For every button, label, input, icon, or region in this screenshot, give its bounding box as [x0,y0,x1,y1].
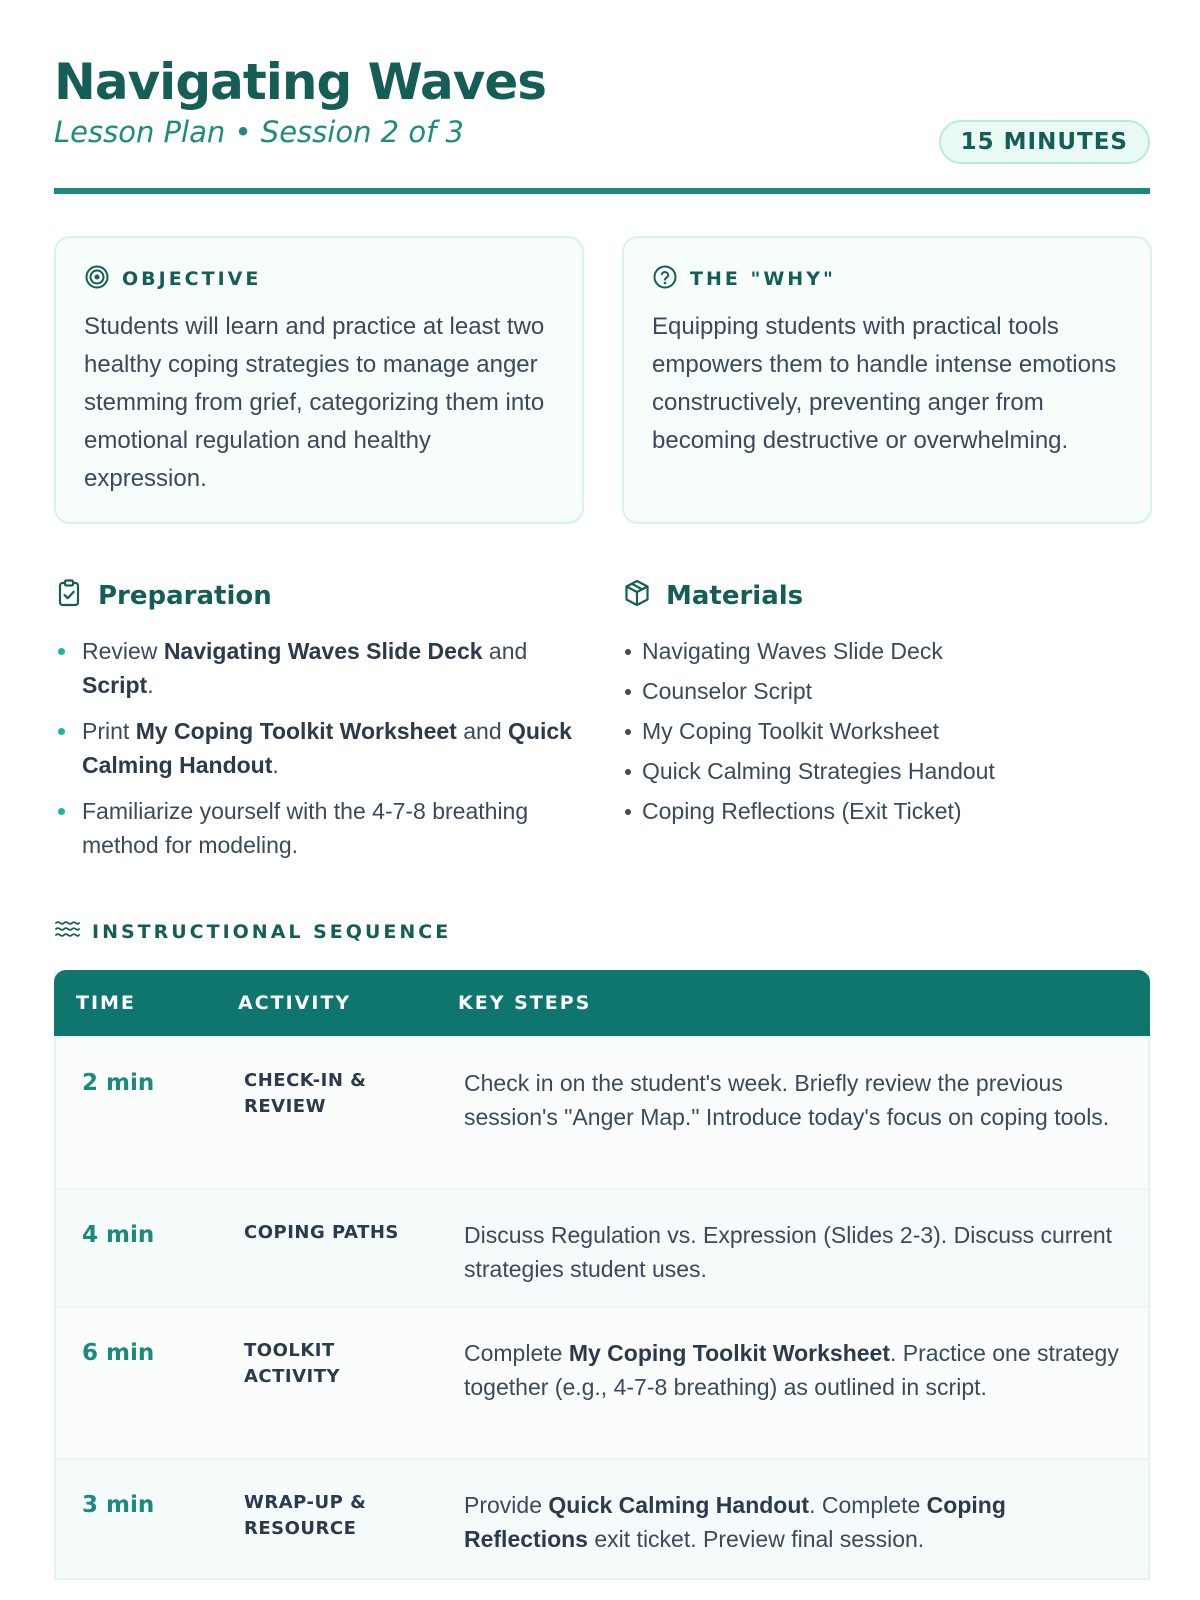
page-subtitle: Lesson Plan • Session 2 of 3 [54,115,464,149]
cell-key-steps: Check in on the student's week. Briefly review the previous session's "Anger Map." Introduce today's focus on coping tools. [464,1070,1110,1130]
cell-activity: WRAP-UP & RESOURCE [244,1492,367,1539]
column-header-steps: KEY STEPS [458,992,592,1014]
cell-time: 6 min [82,1340,155,1366]
sequence-table [54,970,1150,1580]
list-item: Counselor Script [622,674,1142,708]
clipboard-check-icon [54,578,84,613]
list-item: Quick Calming Strategies Handout [622,754,1142,788]
why-text: Equipping students with practical tools empowers them to handle intense emotions constructively, preventing anger from becoming destructive or overwhelming. [652,313,1117,454]
preparation-header [54,578,272,613]
list-item: Review Navigating Waves Slide Deck and Script. [54,634,594,702]
materials-header [622,578,803,613]
sequence-header [54,918,451,945]
cell-time: 3 min [82,1492,155,1518]
why-card [622,236,1152,524]
table-row [56,1458,1148,1578]
table-row [56,1188,1148,1306]
duration-badge: 15 MINUTES [939,120,1150,164]
cell-key-steps: Provide Quick Calming Handout. Complete Coping Reflections exit ticket. Preview final session. [464,1492,1006,1552]
list-item: Print My Coping Toolkit Worksheet and Quick Calming Handout. [54,714,594,782]
table-row [56,1036,1148,1188]
question-circle-icon [652,264,678,295]
table-row [56,1306,1148,1458]
table-header [54,970,1150,1036]
list-item: Familiarize yourself with the 4-7-8 breathing method for modeling. [54,794,594,862]
preparation-title: Preparation [98,580,272,611]
box-icon [622,578,652,613]
list-item: Navigating Waves Slide Deck [622,634,1142,668]
cell-key-steps: Discuss Regulation vs. Expression (Slides 2-3). Discuss current strategies student uses. [464,1222,1113,1282]
target-icon [84,264,110,295]
sequence-title: INSTRUCTIONAL SEQUENCE [92,920,452,943]
cell-time: 4 min [82,1222,155,1248]
objective-card [54,236,584,524]
cell-activity: CHECK-IN & REVIEW [244,1070,367,1117]
cell-activity: TOOLKIT ACTIVITY [244,1340,341,1387]
page-header [54,52,1150,155]
column-header-time: TIME [76,992,136,1014]
materials-title: Materials [666,580,804,611]
preparation-list [54,634,594,874]
cell-activity: COPING PATHS [244,1222,399,1243]
list-item: Coping Reflections (Exit Ticket) [622,794,1142,828]
cell-key-steps: Complete My Coping Toolkit Worksheet. Practice one strategy together (e.g., 4-7-8 breathing) as outlined in script. [464,1340,1119,1400]
why-title: THE "WHY" [690,268,836,290]
column-header-activity: ACTIVITY [238,992,352,1014]
list-item: My Coping Toolkit Worksheet [622,714,1142,748]
objective-title: OBJECTIVE [122,268,262,290]
cell-time: 2 min [82,1070,155,1096]
page-title: Navigating Waves [54,53,547,111]
waves-icon [54,918,80,945]
table-body [56,1036,1148,1578]
materials-list [622,634,1142,834]
header-divider [54,188,1150,194]
objective-text: Students will learn and practice at least two healthy coping strategies to manage anger stemming from grief, categorizing them into emotional regulation and healthy expression. [84,313,545,492]
